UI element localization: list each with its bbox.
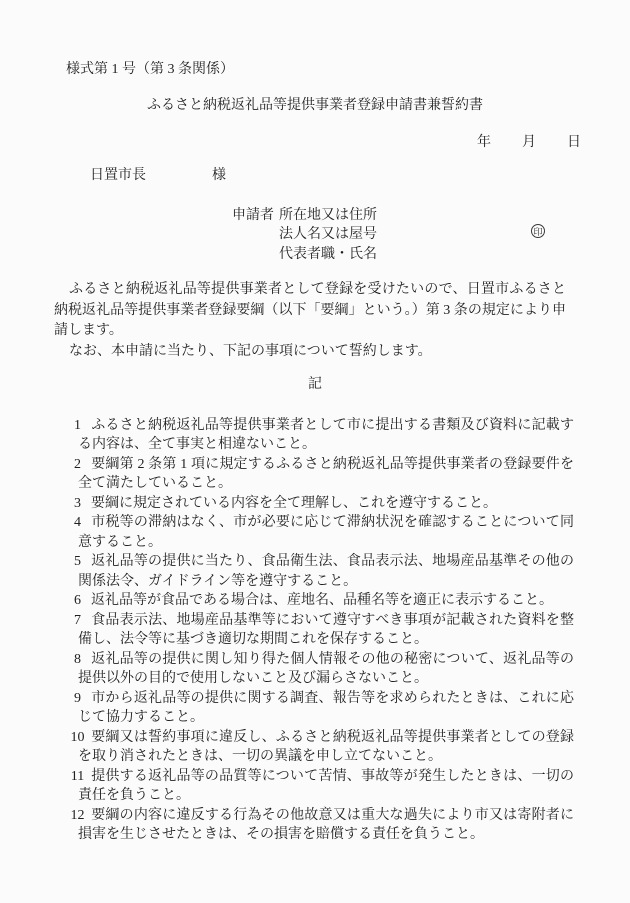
body-paragraph-1: ふるさと納税返礼品等提供事業者として登録を受けたいので、日置市ふるさと納税返礼品等提供事業者登録要綱（以下「要綱」という。）第 3 条の規定により申請します。 <box>54 281 566 339</box>
body-paragraph-2: なお、本申請に当たり、下記の事項について誓約します。 <box>69 344 432 359</box>
oath-item-6-number: 6 <box>74 593 81 609</box>
oath-item-12 <box>64 806 574 845</box>
oath-item-7-number: 7 <box>74 612 81 628</box>
ki-heading: 記 <box>308 376 322 392</box>
oath-item-4-text: 市税等の滞納はなく、市が必要に応じて滞納状況を確認することについて同意すること。 <box>78 515 574 550</box>
oath-item-11-number: 11 <box>70 768 85 784</box>
applicant-fields <box>279 206 377 264</box>
oath-item-3-number: 3 <box>74 495 81 511</box>
addressee-line <box>90 166 630 186</box>
oath-item-2-text: 要綱第 2 条第 1 項に規定するふるさと納税返礼品等提供事業者の登録要件を全て満たしていること。 <box>78 456 574 492</box>
oath-item-3-text: 要綱に規定されている内容を全て理解し、これを遵守すること。 <box>91 495 497 511</box>
applicant-field-representative: 代表者職・氏名 <box>279 246 377 262</box>
oath-item-9-number: 9 <box>74 690 81 706</box>
oath-item-11 <box>64 767 574 806</box>
oath-item-11-text: 提供する返礼品等の品質等について苦情、事故等が発生したときは、一切の責任を負うこと。 <box>78 768 574 804</box>
oath-item-8-text: 返礼品等の提供に関し知り得た個人情報その他の秘密について、返礼品等の提供以外の目的で使用しないこと及び漏らさないこと。 <box>78 651 574 687</box>
oath-item-6 <box>64 591 574 611</box>
oath-item-1-text: ふるさと納税返礼品等提供事業者として市に提出する書類及び資料に記載する内容は、全て事実と相違ないこと。 <box>78 417 574 453</box>
form-number: 様式第 1 号（第 3 条関係） <box>66 62 234 77</box>
oath-item-10-text: 要綱又は誓約事項に違反し、ふるさと納税返礼品等提供事業者としての登録を取り消されたときは、一切の異議を申し立てないこと。 <box>78 729 574 765</box>
addressee-honorific: 様 <box>212 168 226 183</box>
oath-item-5-text: 返礼品等の提供に当たり、食品衛生法、食品表示法、地場産品基準その他の関係法令、ガイドライン等を遵守すること。 <box>78 554 574 589</box>
applicant-block <box>232 206 630 264</box>
date-line: 年 月 日 <box>477 135 582 150</box>
oath-item-2 <box>64 455 574 494</box>
oath-item-2-number: 2 <box>74 456 81 472</box>
oath-item-8 <box>64 650 574 689</box>
applicant-field-address: 所在地又は住所 <box>279 208 377 223</box>
oath-item-1 <box>64 416 574 455</box>
addressee-name: 日置市長 <box>90 168 146 183</box>
oath-item-12-text: 要綱の内容に違反する行為その他故意又は重大な過失により市又は寄附者に損害を生じさせたときは、その損害を賠償する責任を負うこと。 <box>78 807 574 843</box>
oath-item-9 <box>64 689 574 728</box>
oath-item-12-number: 12 <box>70 807 85 823</box>
oath-item-3 <box>64 494 574 514</box>
oath-item-7-text: 食品表示法、地場産品基準等において遵守すべき事項が記載された資料を整備し、法令等に基づき適切な期間これを保存すること。 <box>78 612 574 648</box>
oath-item-4 <box>64 513 574 552</box>
oath-item-5 <box>64 552 574 591</box>
oath-item-7 <box>64 611 574 650</box>
oath-item-1-number: 1 <box>74 417 81 433</box>
oath-item-6-text: 返礼品等が食品である場合は、産地名、品種名等を適正に表示すること。 <box>91 593 553 609</box>
applicant-field-company-name: 法人名又は屋号 <box>279 227 377 243</box>
seal-mark-icon: 印 <box>531 224 545 238</box>
oath-item-5-number: 5 <box>74 554 81 570</box>
applicant-label: 申請者 <box>232 208 274 223</box>
oath-list <box>64 416 574 845</box>
oath-item-10-number: 10 <box>70 729 85 745</box>
oath-item-9-text: 市から返礼品等の提供に関する調査、報告等を求められたときは、これに応じて協力すること。 <box>78 690 574 726</box>
oath-item-10 <box>64 728 574 767</box>
oath-item-4-number: 4 <box>74 515 81 531</box>
oath-item-8-number: 8 <box>74 651 81 667</box>
document-title: ふるさと納税返礼品等提供事業者登録申請書兼誓約書 <box>147 98 483 113</box>
